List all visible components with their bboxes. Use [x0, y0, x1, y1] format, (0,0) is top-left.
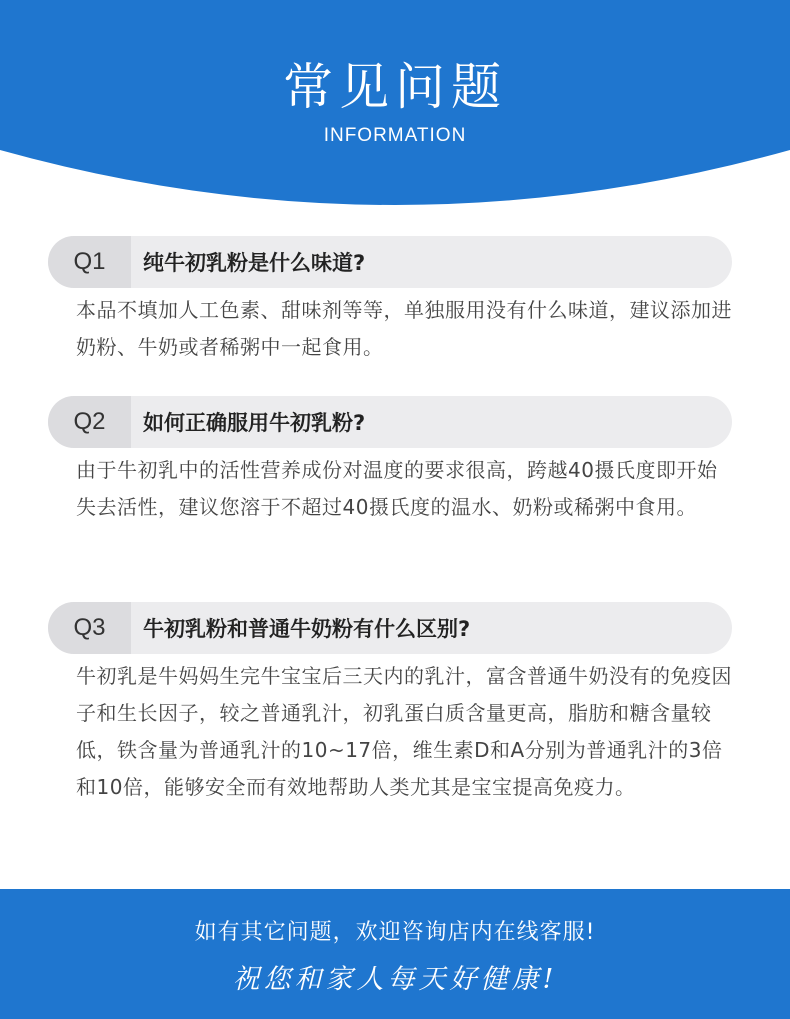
question-number: Q3 — [48, 602, 131, 654]
question-text: 如何正确服用牛初乳粉? — [143, 411, 366, 435]
question-text: 纯牛初乳粉是什么味道? — [143, 251, 366, 275]
faq-item-3 — [48, 602, 732, 806]
header-banner — [0, 0, 790, 210]
faq-item-1 — [48, 236, 732, 366]
wish-message: 祝您和家人每天好健康! — [232, 964, 558, 995]
contact-message: 如有其它问题，欢迎咨询店内在线客服! — [194, 920, 596, 945]
page-title: 常见问题 — [283, 58, 507, 116]
question-text: 牛初乳粉和普通牛奶粉有什么区别? — [143, 617, 471, 641]
page-subtitle: INFORMATION — [323, 125, 467, 146]
question-number: Q1 — [48, 236, 131, 288]
question-bar — [48, 236, 732, 288]
answer-text: 牛初乳是牛妈妈生完牛宝宝后三天内的乳汁，富含普通牛奶没有的免疫因子和生长因子，较之普通乳汁，初乳蛋白质含量更高，脂肪和糖含量较低，铁含量为普通乳汁的10~17倍，维生素D和A分别为普通乳汁的3倍和10倍，能够安全而有效地帮助人类尤其是宝宝提高免疫力。 — [76, 664, 732, 799]
answer-text: 本品不填加人工色素、甜味剂等等，单独服用没有什么味道，建议添加进奶粉、牛奶或者稀粥中一起食用。 — [76, 298, 732, 359]
footer-banner — [0, 889, 790, 1019]
faq-item-2 — [48, 396, 732, 526]
question-bar — [48, 602, 732, 654]
answer-text: 由于牛初乳中的活性营养成份对温度的要求很高，跨越40摄氏度即开始失去活性，建议您溶于不超过40摄氏度的温水、奶粉或稀粥中食用。 — [76, 458, 718, 519]
question-number: Q2 — [48, 396, 131, 448]
question-bar — [48, 396, 732, 448]
